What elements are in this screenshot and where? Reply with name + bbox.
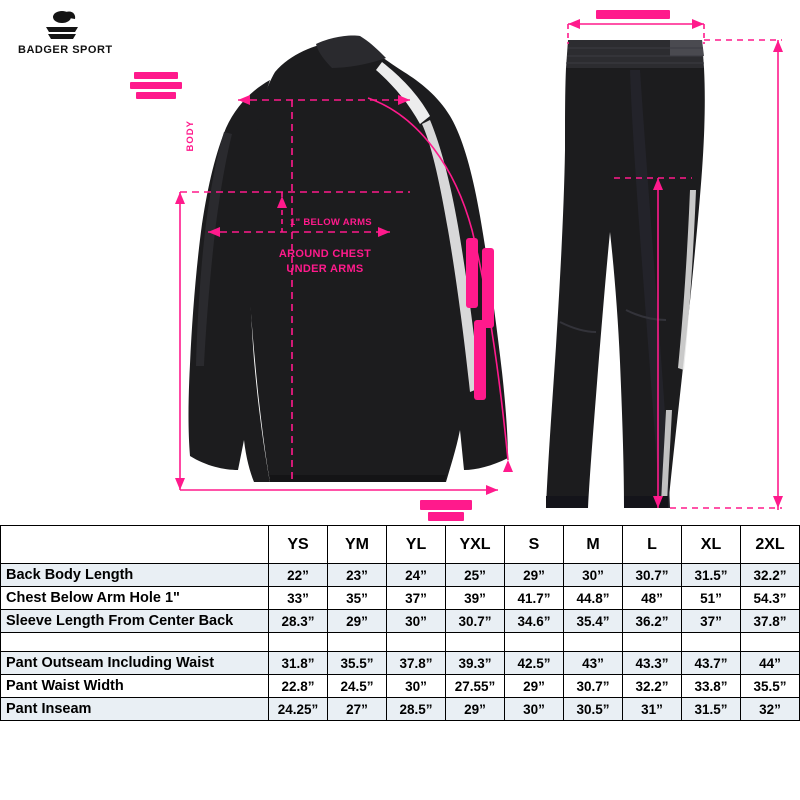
table-row [1,652,800,675]
size-chart-table [0,525,800,721]
cell: 29” [505,675,564,698]
label-block-sleeve-length-2 [130,82,182,89]
cell: 24” [387,564,446,587]
table-row [1,610,800,633]
cell: 39.3” [446,652,505,675]
cell: 22” [269,564,328,587]
cell [505,633,564,652]
cell: 43.7” [682,652,741,675]
row-label: Pant Inseam [1,698,269,721]
cell: 30.7” [446,610,505,633]
size-chart-table-wrap [0,525,800,800]
row-label: Back Body Length [1,564,269,587]
label-under-arms: UNDER ARMS [286,263,364,275]
col-header-ym: YM [328,526,387,564]
cell: 37” [682,610,741,633]
row-label: Pant Waist Width [1,675,269,698]
col-header-2xl: 2XL [741,526,800,564]
label-block-right-3 [474,320,486,400]
label-block-right-2 [482,248,494,328]
table-row [1,564,800,587]
label-around-chest: AROUND CHEST [278,248,372,260]
cell: 39” [446,587,505,610]
table-row [1,587,800,610]
cell: 23” [328,564,387,587]
cell: 43.3” [623,652,682,675]
col-header-xl: XL [682,526,741,564]
cell: 37” [387,587,446,610]
cell: 27.55” [446,675,505,698]
cell: 32.2” [623,675,682,698]
cell: 30” [387,610,446,633]
cell: 24.25” [269,698,328,721]
cell [269,633,328,652]
cell: 29” [328,610,387,633]
cell [446,633,505,652]
cell [328,633,387,652]
cell: 30.5” [564,698,623,721]
cell: 22.8” [269,675,328,698]
cell: 33” [269,587,328,610]
row-label [1,633,269,652]
cell [682,633,741,652]
row-label: Chest Below Arm Hole 1" [1,587,269,610]
label-body: BODY [185,120,196,152]
cell: 44” [741,652,800,675]
col-header-ys: YS [269,526,328,564]
cell: 30” [564,564,623,587]
pants-illustration [520,10,800,525]
row-label: Sleeve Length From Center Back [1,610,269,633]
cell: 35.5” [741,675,800,698]
col-header-s: S [505,526,564,564]
cell: 33.8” [682,675,741,698]
label-block-bottom-2 [428,512,464,521]
cell: 25” [446,564,505,587]
cell: 35.4” [564,610,623,633]
brand-logo [18,10,128,70]
cell: 35” [328,587,387,610]
cell: 31” [623,698,682,721]
cell: 37.8” [387,652,446,675]
cell: 28.3” [269,610,328,633]
row-label: Pant Outseam Including Waist [1,652,269,675]
cell: 51” [682,587,741,610]
cell [623,633,682,652]
cell: 27” [328,698,387,721]
label-block-sleeve-length [134,72,178,79]
cell: 32.2” [741,564,800,587]
cell: 30” [505,698,564,721]
jacket-illustration [120,20,520,520]
cell: 41.7” [505,587,564,610]
cell: 31.8” [269,652,328,675]
col-header-m: M [564,526,623,564]
col-header-0 [1,526,269,564]
col-header-yxl: YXL [446,526,505,564]
cell [387,633,446,652]
cell: 24.5” [328,675,387,698]
cell: 29” [505,564,564,587]
cell: 34.6” [505,610,564,633]
label-below-arms: 1" BELOW ARMS [290,217,372,228]
brand-name: BADGER SPORT [18,44,113,56]
label-block-right-1 [466,238,478,308]
cell: 35.5” [328,652,387,675]
cell: 36.2” [623,610,682,633]
cell: 30” [387,675,446,698]
cell: 28.5” [387,698,446,721]
label-block-waist-width [596,10,670,19]
table-row [1,698,800,721]
col-header-yl: YL [387,526,446,564]
cell: 43” [564,652,623,675]
cell: 42.5” [505,652,564,675]
cell: 30.7” [564,675,623,698]
label-block-sleeve-length-3 [136,92,176,99]
table-header-row [1,526,800,564]
cell [564,633,623,652]
cell: 37.8” [741,610,800,633]
cell: 31.5” [682,698,741,721]
shield-logo-icon [42,10,82,42]
table-spacer-row [1,633,800,652]
cell: 29” [446,698,505,721]
label-block-bottom-1 [420,500,472,510]
table-row [1,675,800,698]
cell [741,633,800,652]
cell: 31.5” [682,564,741,587]
cell: 54.3” [741,587,800,610]
col-header-l: L [623,526,682,564]
cell: 48” [623,587,682,610]
cell: 44.8” [564,587,623,610]
cell: 30.7” [623,564,682,587]
cell: 32” [741,698,800,721]
